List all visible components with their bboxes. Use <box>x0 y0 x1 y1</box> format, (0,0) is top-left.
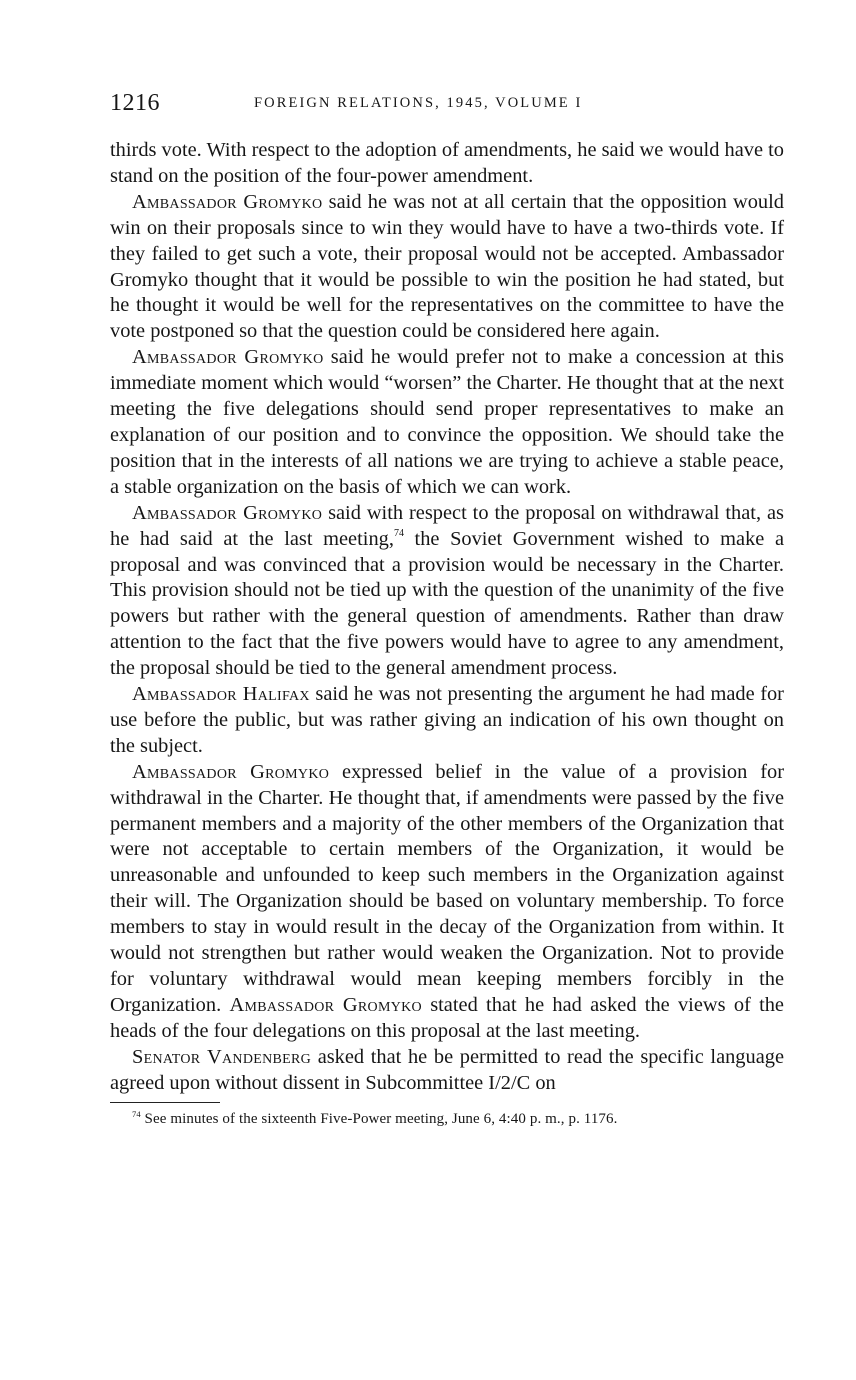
paragraph <box>110 345 784 500</box>
speaker-name: Ambassador Gromyko <box>132 760 330 783</box>
paragraph-text: said he was not presenting the argument he had made for use before the public, but was rather giving an indication of his own thought on the subject. <box>110 683 784 757</box>
paragraph <box>110 501 784 682</box>
footnote-number: 74 <box>132 1108 141 1119</box>
page-header <box>110 88 784 124</box>
speaker-name: Ambassador Halifax <box>132 683 310 706</box>
paragraph-text: asked that he be permitted to read the specific language agreed upon without dissent in Subcommittee I/2/C on <box>110 1045 784 1094</box>
paragraph-text: said he would prefer not to make a concession at this immediate moment which would “worsen” the Charter. He thought that at the next meeting the five delegations should send proper representatives to make an explanation of our position and to convince the opposition. We should take the position that in the interests of all nations we are trying to achieve a stable peace, a stable organization on the basis of which we can work. <box>110 346 784 498</box>
paragraph <box>110 1045 784 1097</box>
document-page <box>110 88 784 1129</box>
speaker-name: Ambassador Gromyko <box>132 190 323 213</box>
paragraph-text: thirds vote. With respect to the adoption of amendments, he said we would have to stand on the position of the four-power amendment. <box>110 139 784 187</box>
paragraph-text: said with respect to the proposal on withdrawal that, as he had said at the last meeting, <box>110 501 784 550</box>
paragraph <box>110 760 784 1045</box>
page-number: 1216 <box>110 90 160 116</box>
running-head: FOREIGN RELATIONS, 1945, VOLUME I <box>254 95 583 111</box>
paragraph-continued <box>110 138 784 190</box>
paragraph-text: the Soviet Government wished to make a proposal and was convinced that a provision would be necessary in the Charter. This provision should not be tied up with the question of the unanimity of the five powers but rather with the general question of amendments. Rather than draw attention to the fact that the five powers would have to agree to any amendment, the proposal should be tied to the general amendment process. <box>110 527 785 680</box>
paragraph <box>110 682 784 760</box>
footnote-reference[interactable]: 74 <box>393 527 404 539</box>
body-text <box>110 138 784 1097</box>
speaker-name: Ambassador Gromyko <box>132 501 323 524</box>
footnote-divider <box>110 1102 220 1103</box>
paragraph <box>110 190 784 345</box>
speaker-name: Ambassador Gromyko <box>132 346 324 369</box>
paragraph-text: said he was not at all certain that the opposition would win on their proposals since to win they would have to have a two-thirds vote. If they failed to get such a vote, their proposal would not be accepted. Ambassador Gromyko thought that it would be possible to win the position he had stated, but he thought it would be well for the representatives on the committee to have the vote postponed so that the question could be considered here again. <box>110 190 784 343</box>
paragraph-text: stated that he had asked the views of the heads of the four delegations on this proposal at the last meeting. <box>110 993 784 1042</box>
footnote-text: See minutes of the sixteenth Five-Power meeting, June 6, 4:40 p. m., p. 1176. <box>140 1110 618 1127</box>
footnote <box>110 1109 784 1129</box>
speaker-name: Senator Vandenberg <box>132 1045 312 1068</box>
speaker-name: Ambassador Gromyko <box>229 993 422 1016</box>
paragraph-text: expressed belief in the value of a provision for withdrawal in the Charter. He thought that, if amendments were passed by the five permanent members and a majority of the other members of the Organization that were not acceptable to certain members of the Organization, it would be unreasonable and unfounded to keep such members in the Organization against their will. The Organization should be based on voluntary membership. To force members to stay in would result in the decay of the Organization from within. It would not strengthen but rather would weaken the Organization. Not to provide for voluntary withdrawal would mean keeping members forcibly in the Organization. <box>110 760 784 1016</box>
